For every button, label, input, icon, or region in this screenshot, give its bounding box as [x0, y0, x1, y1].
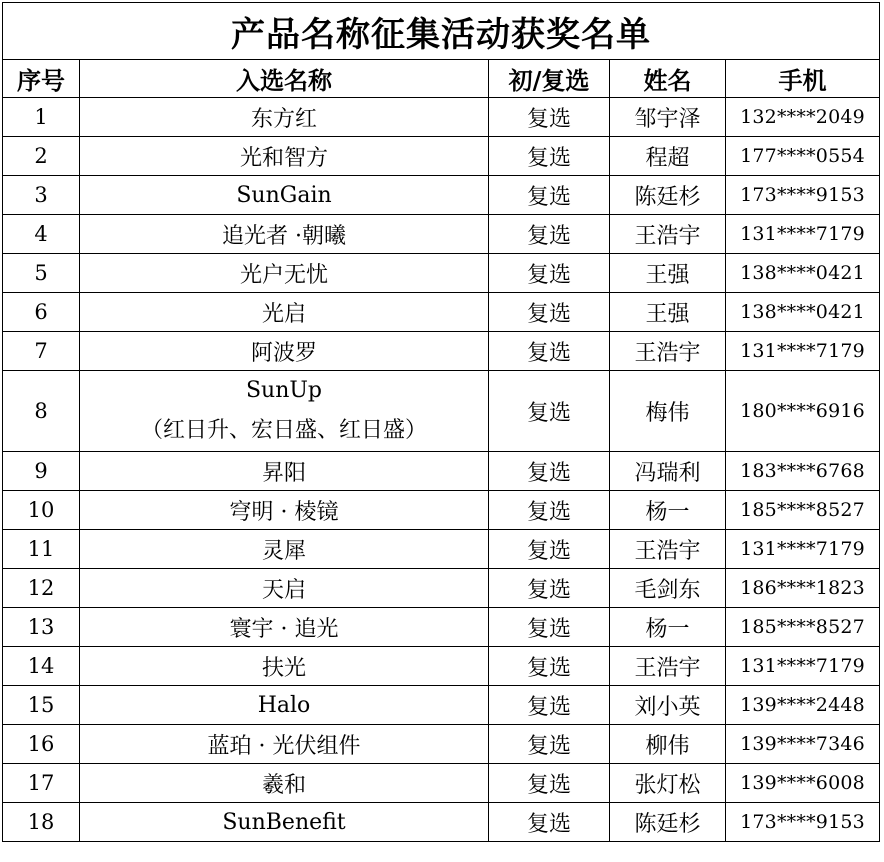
cell-person: 张灯松: [610, 764, 726, 803]
cell-round: 复选: [489, 98, 610, 137]
table-body: [3, 98, 880, 842]
cell-round: 复选: [489, 215, 610, 254]
table-row: [3, 137, 880, 176]
table-row: [3, 686, 880, 725]
table-row: [3, 764, 880, 803]
header-row: [3, 60, 880, 98]
cell-person: 王强: [610, 293, 726, 332]
cell-name-line2: （红日升、宏日盛、红日盛）: [140, 418, 427, 443]
table-title: 产品名称征集活动获奖名单: [3, 3, 880, 60]
cell-person: 程超: [610, 137, 726, 176]
cell-index: 15: [3, 686, 80, 725]
cell-phone: 173****9153: [726, 176, 880, 215]
cell-phone: 139****2448: [726, 686, 880, 725]
cell-person: 梅伟: [610, 371, 726, 452]
cell-person: 杨一: [610, 608, 726, 647]
cell-name: 灵犀: [80, 530, 489, 569]
cell-round: 复选: [489, 452, 610, 491]
cell-name: 扶光: [80, 647, 489, 686]
cell-round: 复选: [489, 371, 610, 452]
cell-round: 复选: [489, 608, 610, 647]
cell-person: 王浩宇: [610, 530, 726, 569]
table-row: [3, 803, 880, 842]
cell-person: 王浩宇: [610, 215, 726, 254]
cell-round: 复选: [489, 137, 610, 176]
cell-name: 羲和: [80, 764, 489, 803]
cell-person: 陈廷杉: [610, 803, 726, 842]
cell-index: 4: [3, 215, 80, 254]
table-row: [3, 530, 880, 569]
header-index: 序号: [3, 60, 80, 98]
cell-person: 杨一: [610, 491, 726, 530]
cell-name: 穹明 · 棱镜: [80, 491, 489, 530]
cell-round: 复选: [489, 176, 610, 215]
table-row: [3, 176, 880, 215]
cell-phone: 138****0421: [726, 254, 880, 293]
table-row: [3, 725, 880, 764]
cell-round: 复选: [489, 491, 610, 530]
cell-name: 阿波罗: [80, 332, 489, 371]
cell-index: 8: [3, 371, 80, 452]
cell-name: 光和智方: [80, 137, 489, 176]
cell-phone: 131****7179: [726, 332, 880, 371]
cell-person: 王浩宇: [610, 647, 726, 686]
cell-round: 复选: [489, 254, 610, 293]
cell-name: 昇阳: [80, 452, 489, 491]
cell-name: 光启: [80, 293, 489, 332]
cell-person: 冯瑞利: [610, 452, 726, 491]
cell-index: 6: [3, 293, 80, 332]
cell-index: 17: [3, 764, 80, 803]
cell-name: 寰宇 · 追光: [80, 608, 489, 647]
table-row: [3, 371, 880, 452]
header-person: 姓名: [610, 60, 726, 98]
cell-index: 16: [3, 725, 80, 764]
cell-round: 复选: [489, 686, 610, 725]
cell-name: 光户无忧: [80, 254, 489, 293]
winners-table: [2, 2, 880, 842]
cell-index: 13: [3, 608, 80, 647]
cell-phone: 131****7179: [726, 215, 880, 254]
cell-phone: 185****8527: [726, 491, 880, 530]
cell-round: 复选: [489, 569, 610, 608]
cell-round: 复选: [489, 332, 610, 371]
cell-name: [80, 371, 489, 452]
cell-name: Halo: [80, 686, 489, 725]
cell-phone: 177****0554: [726, 137, 880, 176]
cell-phone: 132****2049: [726, 98, 880, 137]
cell-phone: 180****6916: [726, 371, 880, 452]
table-row: [3, 254, 880, 293]
cell-phone: 183****6768: [726, 452, 880, 491]
cell-index: 7: [3, 332, 80, 371]
cell-round: 复选: [489, 530, 610, 569]
cell-round: 复选: [489, 725, 610, 764]
cell-index: 9: [3, 452, 80, 491]
table-row: [3, 98, 880, 137]
table-row: [3, 569, 880, 608]
table-row: [3, 608, 880, 647]
cell-index: 12: [3, 569, 80, 608]
cell-round: 复选: [489, 647, 610, 686]
cell-phone: 185****8527: [726, 608, 880, 647]
cell-index: 18: [3, 803, 80, 842]
cell-name: 蓝珀 · 光伏组件: [80, 725, 489, 764]
cell-name: SunBenefit: [80, 803, 489, 842]
table-row: [3, 491, 880, 530]
cell-index: 14: [3, 647, 80, 686]
table-row: [3, 452, 880, 491]
cell-phone: 186****1823: [726, 569, 880, 608]
cell-phone: 138****0421: [726, 293, 880, 332]
cell-phone: 173****9153: [726, 803, 880, 842]
cell-name: 东方红: [80, 98, 489, 137]
cell-round: 复选: [489, 803, 610, 842]
table-row: [3, 647, 880, 686]
cell-person: 王浩宇: [610, 332, 726, 371]
cell-person: 陈廷杉: [610, 176, 726, 215]
cell-name: SunGain: [80, 176, 489, 215]
cell-person: 刘小英: [610, 686, 726, 725]
cell-phone: 131****7179: [726, 530, 880, 569]
header-round: 初/复选: [489, 60, 610, 98]
cell-phone: 139****6008: [726, 764, 880, 803]
cell-index: 10: [3, 491, 80, 530]
header-name: 入选名称: [80, 60, 489, 98]
winners-sheet: [2, 2, 879, 842]
cell-index: 11: [3, 530, 80, 569]
cell-name-line1: SunUp: [245, 378, 323, 403]
cell-name: 追光者 ·朝曦: [80, 215, 489, 254]
cell-name: 天启: [80, 569, 489, 608]
table-row: [3, 215, 880, 254]
cell-person: 邹宇泽: [610, 98, 726, 137]
cell-index: 2: [3, 137, 80, 176]
cell-person: 柳伟: [610, 725, 726, 764]
cell-person: 毛剑东: [610, 569, 726, 608]
cell-index: 1: [3, 98, 80, 137]
cell-phone: 139****7346: [726, 725, 880, 764]
cell-round: 复选: [489, 764, 610, 803]
cell-person: 王强: [610, 254, 726, 293]
cell-index: 5: [3, 254, 80, 293]
cell-phone: 131****7179: [726, 647, 880, 686]
cell-round: 复选: [489, 293, 610, 332]
header-phone: 手机: [726, 60, 880, 98]
cell-index: 3: [3, 176, 80, 215]
table-row: [3, 293, 880, 332]
table-row: [3, 332, 880, 371]
